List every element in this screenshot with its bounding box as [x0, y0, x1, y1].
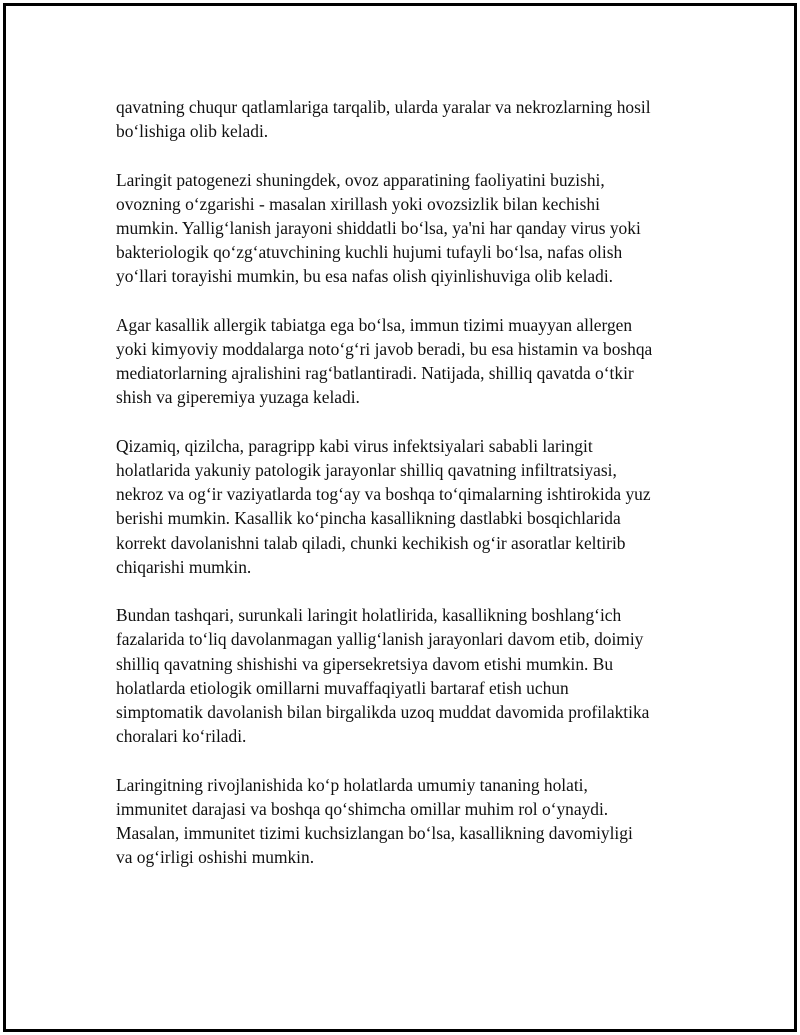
text-line: mediatorlarning ajralishini rag‘batlantiradi. Natijada, shilliq qavatda o‘tkir [116, 363, 634, 384]
text-line: qavatning chuqur qatlamlariga tarqalib, ularda yaralar va nekrozlarning hosil [116, 97, 651, 117]
text-line: mumkin. Yallig‘lanish jarayoni shiddatli bo‘lsa, ya'ni har qanday virus yoki [116, 218, 641, 238]
text-line: Laringitning rivojlanishida ko‘p holatlarda umumiy tananing holati, [116, 774, 588, 795]
paragraph [116, 313, 696, 410]
paragraph [116, 168, 696, 289]
text-line: holatlarida yakuniy patologik jarayonlar shilliq qavatning infiltratsiyasi, [116, 460, 617, 480]
text-line: chiqarishi mumkin. [116, 556, 252, 577]
text-line: shish va giperemiya yuzaga keladi. [116, 387, 360, 408]
text-line: holatlarda etiologik omillarni muvaffaqiyatli bartaraf etish uchun [116, 677, 569, 698]
text-line: ovozning o‘zgarishi - masalan xirillash yoki ovozsizlik bilan kechishi [116, 193, 600, 214]
text-line: Bundan tashqari, surunkali laringit holatlirida, kasallikning boshlang‘ich [116, 605, 622, 626]
text-line: Masalan, immunitet tizimi kuchsizlangan bo‘lsa, kasallikning davomiyligi [116, 823, 633, 844]
text-line: bakteriologik qo‘zg‘atuvchining kuchli hujumi tufayli bo‘lsa, nafas olish [116, 242, 623, 263]
text-line: choralari ko‘riladi. [116, 726, 247, 747]
text-line: fazalarida to‘liq davolanmagan yallig‘lanish jarayonlari davom etib, doimiy [116, 629, 644, 650]
document-body [116, 95, 696, 894]
text-line: Agar kasallik allergik tabiatga ega bo‘lsa, immun tizimi muayyan allergen [116, 314, 633, 335]
text-line: va og‘irligi oshishi mumkin. [116, 847, 315, 868]
text-line: Qizamiq, qizilcha, paragripp kabi virus infektsiyalari sababli laringit [116, 435, 593, 456]
paragraph [116, 773, 696, 870]
text-line: bo‘lishiga olib keladi. [116, 121, 269, 142]
text-line: korrekt davolanishni talab qiladi, chunki kechikish og‘ir asoratlar keltirib [116, 532, 626, 553]
text-line: nekroz va og‘ir vaziyatlarda tog‘ay va boshqa to‘qimalarning ishtirokida yuz [116, 484, 651, 505]
text-line: yo‘llari torayishi mumkin, bu esa nafas olish qiyinlishuviga olib keladi. [116, 266, 614, 287]
text-line: berishi mumkin. Kasallik ko‘pincha kasallikning dastlabki bosqichlarida [116, 508, 621, 529]
paragraph [116, 434, 696, 579]
text-line: Laringit patogenezi shuningdek, ovoz apparatining faoliyatini buzishi, [116, 169, 605, 190]
paragraph [116, 95, 696, 143]
paragraph [116, 603, 696, 748]
text-line: simptomatik davolanish bilan birgalikda uzoq muddat davomida profilaktika [116, 702, 650, 723]
text-line: yoki kimyoviy moddalarga noto‘g‘ri javob beradi, bu esa histamin va boshqa [116, 339, 653, 359]
text-line: immunitet darajasi va boshqa qo‘shimcha omillar muhim rol o‘ynaydi. [116, 798, 609, 819]
text-line: shilliq qavatning shishishi va gipersekretsiya davom etishi mumkin. Bu [116, 653, 614, 674]
